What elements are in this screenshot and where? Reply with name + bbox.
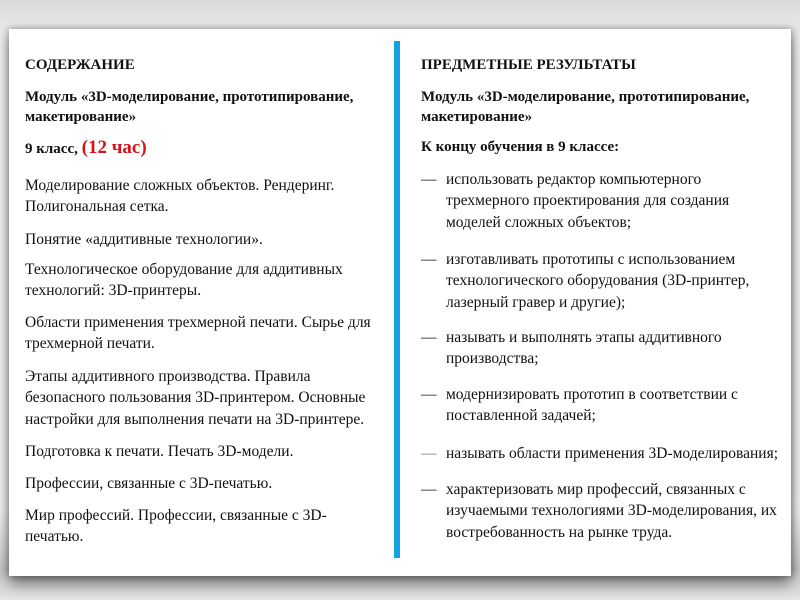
- paragraph-line: Этапы аддитивного производства. Правила: [25, 368, 311, 385]
- em-dash-bullet: —: [421, 171, 437, 188]
- em-dash-bullet: —: [421, 386, 437, 403]
- paragraph-line: Профессии, связанные с 3D-печатью.: [25, 475, 273, 492]
- paragraph-line: печатью.: [25, 528, 84, 546]
- paragraph-modeling: [25, 175, 334, 218]
- paragraph-line: Мир профессий. Профессии, связанные с 3D-: [25, 507, 327, 524]
- paragraph-stages: [25, 366, 365, 430]
- content-heading: СОДЕРЖАНИЕ: [25, 57, 135, 73]
- result-line: производства;: [446, 350, 539, 368]
- result-line: изготавливать прототипы с использованием: [446, 251, 736, 268]
- em-dash-bullet: —: [421, 329, 437, 346]
- paragraph-applications: [25, 312, 371, 355]
- paragraph-line: безопасного пользования 3D-принтером. Основные: [25, 389, 366, 407]
- result-line: трехмерного проектирования для создания: [446, 192, 730, 210]
- paragraph-line: Понятие «аддитивные технологии».: [25, 231, 263, 248]
- paragraph-line: Технологическое оборудование для аддитивных: [25, 261, 343, 278]
- results-heading: ПРЕДМЕТНЫЕ РЕЗУЛЬТАТЫ: [421, 57, 636, 73]
- paragraph-line: настройки для выполнения печати на 3D-принтере.: [25, 410, 365, 428]
- paragraph-world-of-professions: [25, 505, 327, 548]
- paragraph-line: Моделирование сложных объектов. Рендеринг.: [25, 177, 335, 194]
- result-line: называть и выполнять этапы аддитивного: [446, 329, 722, 346]
- module-title-line1: Модуль «3D-моделирование, прототипирование,: [421, 89, 750, 105]
- result-line: характеризовать мир профессий, связанных с: [446, 481, 746, 498]
- result-line: поставленной задачей;: [446, 407, 596, 425]
- paragraph-line: Полигональная сетка.: [25, 198, 169, 216]
- paragraph-line: трехмерной печати.: [25, 335, 155, 353]
- result-line: использовать редактор компьютерного: [446, 171, 702, 188]
- result-line: востребованность на рынке труда.: [446, 523, 673, 541]
- column-divider: [394, 41, 400, 558]
- paragraph-preparation: [25, 441, 293, 462]
- paragraph-additive-concept: [25, 229, 263, 250]
- paragraph-line: Области применения трехмерной печати. Сырье для: [25, 314, 371, 331]
- paragraph-equipment: [25, 259, 343, 302]
- result-line: изучаемыми технологиями 3D-моделирования, их: [446, 502, 777, 520]
- paragraph-line: технологий: 3D-принтеры.: [25, 282, 202, 300]
- em-dash-bullet: —: [421, 251, 437, 268]
- module-title-line2: макетирование»: [421, 109, 533, 125]
- module-title-line2: макетирование»: [25, 109, 137, 125]
- result-line: модернизировать прототип в соответствии с: [446, 386, 738, 403]
- paragraph-professions: [25, 473, 272, 494]
- result-line: лазерный гравер и другие);: [446, 293, 626, 311]
- module-title-line1: Модуль «3D-моделирование, прототипирование,: [25, 89, 354, 105]
- paragraph-line: Подготовка к печати. Печать 3D-модели.: [25, 443, 294, 460]
- grade-hours: (12 час): [81, 137, 147, 158]
- result-line: технологического оборудования (3D-принтер,: [446, 272, 750, 290]
- results-intro: К концу обучения в 9 классе:: [421, 139, 620, 155]
- result-line: моделей сложных объектов;: [446, 213, 632, 231]
- em-dash-bullet: —: [421, 481, 437, 498]
- grade-label: 9 класс,: [25, 141, 82, 157]
- result-line: называть области применения 3D-моделирования;: [446, 445, 779, 462]
- grade-line: [25, 138, 147, 159]
- em-dash-bullet: —: [421, 445, 437, 462]
